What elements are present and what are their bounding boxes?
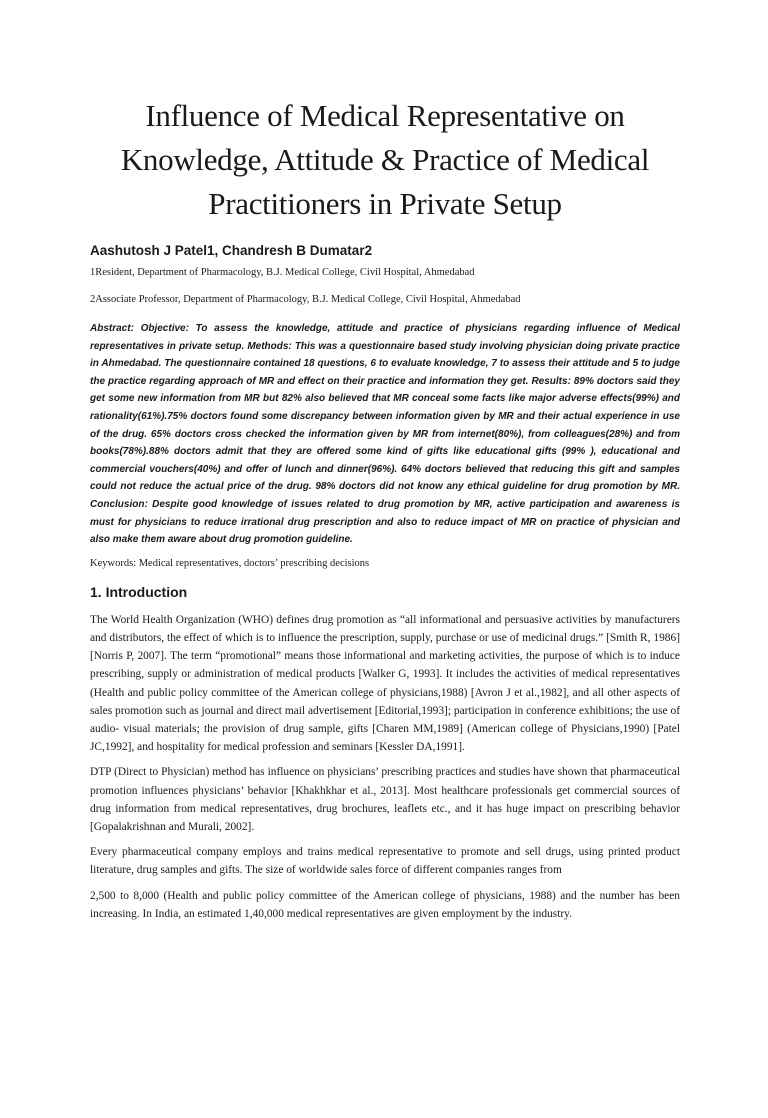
- affiliation-1: 1Resident, Department of Pharmacology, B.J. Medical College, Civil Hospital, Ahmedabad: [90, 267, 475, 278]
- keywords: Keywords: Medical representatives, doctors’ prescribing decisions: [90, 557, 370, 569]
- author-list: Aashutosh J Patel1, Chandresh B Dumatar2: [90, 243, 373, 258]
- paper-title: Influence of Medical Representative on Knowledge, Attitude & Practice of Medical Practitioners in Private Setup: [120, 98, 650, 221]
- intro-paragraph-1: The World Health Organization (WHO) defines drug promotion as “all informational and persuasive activities by manufacturers and distributors, the effect of which is to influence the prescription, supply, purchase or use of medicinal drugs.” [Smith R, 1986] [Norris P, 2007]. The term “promotional” means those informational and marketing activities, the purpose of which is to induce prescribing, supply or administration of medical products [Walker G, 1993]. It includes the activities of medical representatives (Health and public policy committee of the American college of physicians,1988) [Avron J et al.,1982], and all other aspects of sales promotion such as journal and direct mail advertisement [Editorial,1993]; participation in conference exhibitions; the use of audio- visual materials; the provision of drug sample, gifts [Charen MM,1989] (American college of Physicians,1990) [Patel JC,1992], and hospitality for medical profession and seminars [Kessler DA,1991].: [90, 613, 680, 754]
- section-heading-introduction: 1. Introduction: [90, 583, 188, 600]
- intro-paragraph-2: DTP (Direct to Physician) method has influence on physicians’ prescribing practices and studies have shown that pharmaceutical promotion influences physicians’ behavior [Khakhkhar et al., 2013]. Most healthcare professionals get commercial sources of drug information from medical representatives, drug brochures, leaflets etc., and it has huge impact on prescribing behavior [Gopalakrishnan and Murali, 2002].: [90, 766, 680, 833]
- intro-paragraph-4: 2,500 to 8,000 (Health and public policy committee of the American college of physicians, 1988) and the number has been increasing. In India, an estimated 1,40,000 medical representatives are given employment by the industry.: [90, 889, 680, 920]
- abstract: Abstract: Objective: To assess the knowledge, attitude and practice of physicians regarding influence of Medical representatives in private setup. Methods: This was a questionnaire based study involving physician doing private practice in Ahmedabad. The questionnaire contained 18 questions, 6 to evaluate knowledge, 7 to assess their attitude and 5 to judge the practice regarding approach of MR and effect on their practice and information they get. Results: 89% doctors said they get some new information from MR but 82% also believed that MR conceal some facts like major adverse effects(99%) and rationality(61%).75% doctors found some discrepancy between information given by MR and their actual experience in use of the drug. 65% doctors cross checked the information given by MR from internet(80%), from colleagues(28%) and from books(78%).88% doctors admit that they are offered some kind of gifts like educational gifts (99% ), educational and commercial vouchers(40%) and offer of lunch and dinner(96%). 64% doctors believed that reducing this gift and samples could not reduce the actual price of the drug. 98% doctors did not know any ethical guideline for drug promotion by MR. Conclusion: Despite good knowledge of issues related to drug promotion by MR, active participation and awareness is must for physicians to reduce irrational drug prescription and also to reduce impact of MR on practice of physician and also make them aware about drug promotion guideline.: [90, 323, 680, 546]
- paper-page: [0, 94, 768, 1118]
- affiliation-2: 2Associate Professor, Department of Pharmacology, B.J. Medical College, Civil Hospital, Ahmedabad: [90, 294, 521, 305]
- intro-paragraph-3: Every pharmaceutical company employs and trains medical representative to promote and sell drugs, using printed product literature, drug samples and gifts. The size of worldwide sales force of different companies ranges from: [90, 846, 680, 877]
